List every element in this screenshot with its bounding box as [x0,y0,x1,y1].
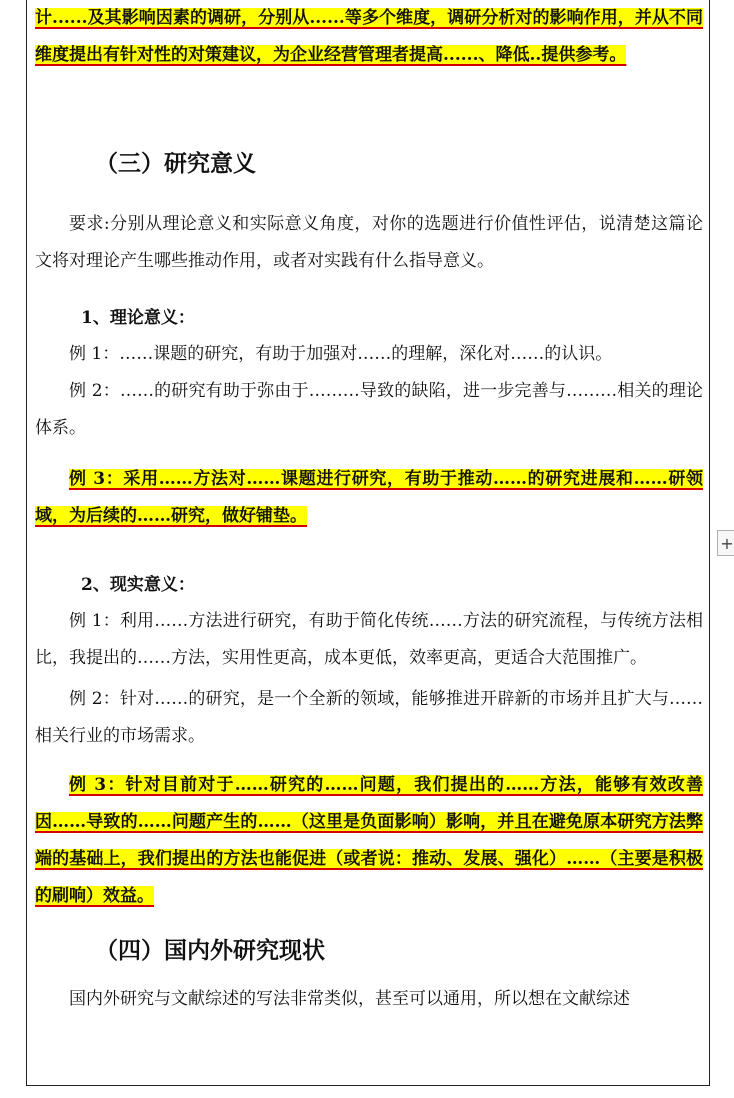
section3-heading: （三）研究意义 [95,151,256,177]
practice-example-2: 例 2：针对……的研究，是一个全新的领域，能够推进开辟新的市场并且扩大与……相关行业的市场需求。 [35,689,703,746]
practice-heading: 2、现实意义： [81,575,195,595]
practice-example-3 [35,767,703,915]
section3-requirement: 要求:分别从理论意义和实际意义角度，对你的选题进行价值性评估，说清楚这篇论文将对理论产生哪些推动作用，或者对实践有什么指导意义。 [35,214,703,271]
theory-example-3 [35,461,703,535]
document-page [26,0,710,1086]
theory-example-3-highlight: 例 3：采用……方法对……课题进行研究，有助于推动……的研究进展和……研领域，为后续的……研究，做好铺垫。 [35,469,703,526]
section4-paragraph: 国内外研究与文献综述的写法非常类似，甚至可以通用，所以想在文献综述 [69,989,630,1009]
expand-button[interactable] [717,530,734,556]
page-content [35,0,703,1018]
plus-icon: + [720,533,734,553]
theory-heading: 1、理论意义： [81,308,195,328]
intro-paragraph [35,0,703,74]
practice-example-3-highlight: 例 3：针对目前对于……研究的……问题，我们提出的……方法，能够有效改善因……导致的……问题产生的……（这里是负面影响）影响，并且在避免原本研究方法弊端的基础上，我们提出的方法也能促进（或者说：推动、发展、强化）……（主要是积极的刷响）效益。 [35,775,703,906]
theory-example-2: 例 2：……的研究有助于弥由于………导致的缺陷，进一步完善与………相关的理论体系。 [35,381,703,438]
practice-example-1: 例 1：利用……方法进行研究，有助于简化传统……方法的研究流程，与传统方法相比，我提出的……方法，实用性更高，成本更低，效率更高，更适合大范围推广。 [35,611,703,668]
theory-example-1: 例 1：……课题的研究，有助于加强对……的理解，深化对……的认识。 [69,344,613,364]
section4-heading: （四）国内外研究现状 [95,938,325,964]
intro-highlight: 计......及其影响因素的调研，分别从......等多个维度，调研分析对的影响作用，并从不同维度提出有针对性的对策建议，为企业经营管理者提高......、降低..提供参考。 [35,8,703,65]
